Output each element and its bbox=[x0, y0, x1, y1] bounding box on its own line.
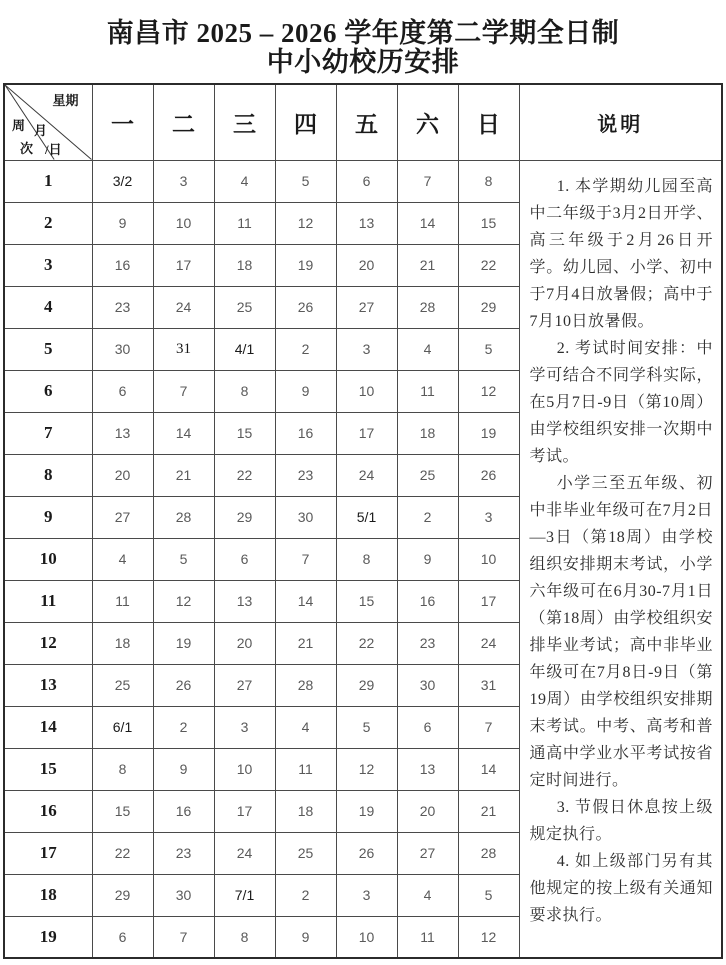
note-paragraph: 2. 考试时间安排：中学可结合不同学科实际，在5月7日-9日（第10周）由学校组织安排一次期中考试。 bbox=[529, 339, 713, 465]
date-cell: 5/1 bbox=[336, 496, 397, 538]
week-number-cell: 13 bbox=[4, 664, 92, 706]
date-cell: 9 bbox=[92, 202, 153, 244]
day-header-fri: 五 bbox=[336, 84, 397, 160]
date-cell: 11 bbox=[397, 370, 458, 412]
date-cell: 3 bbox=[336, 874, 397, 916]
date-cell: 28 bbox=[153, 496, 214, 538]
week-number-cell: 3 bbox=[4, 244, 92, 286]
date-cell: 18 bbox=[275, 790, 336, 832]
day-header-tue: 二 bbox=[153, 84, 214, 160]
date-cell: 15 bbox=[336, 580, 397, 622]
week-number-cell: 5 bbox=[4, 328, 92, 370]
date-cell: 20 bbox=[336, 244, 397, 286]
date-cell: 5 bbox=[336, 706, 397, 748]
date-cell: 16 bbox=[397, 580, 458, 622]
notes-header: 说明 bbox=[519, 84, 722, 160]
calendar-body bbox=[4, 160, 722, 958]
date-cell: 14 bbox=[458, 748, 519, 790]
date-cell: 31 bbox=[458, 664, 519, 706]
date-cell: 8 bbox=[214, 916, 275, 958]
date-cell: 29 bbox=[458, 286, 519, 328]
note-paragraph: 4. 如上级部门另有其他规定的按上级有关通知要求执行。 bbox=[529, 852, 713, 924]
date-cell: 29 bbox=[92, 874, 153, 916]
date-cell: 7 bbox=[458, 706, 519, 748]
date-cell: 25 bbox=[214, 286, 275, 328]
date-cell: 31 bbox=[153, 328, 214, 370]
date-cell: 23 bbox=[397, 622, 458, 664]
date-cell: 30 bbox=[275, 496, 336, 538]
corner-cell bbox=[4, 84, 92, 160]
week-number-cell: 15 bbox=[4, 748, 92, 790]
date-cell: 7/1 bbox=[214, 874, 275, 916]
date-cell: 4/1 bbox=[214, 328, 275, 370]
day-header-wed: 三 bbox=[214, 84, 275, 160]
date-cell: 3/2 bbox=[92, 160, 153, 202]
date-cell: 7 bbox=[275, 538, 336, 580]
date-cell: 17 bbox=[214, 790, 275, 832]
date-cell: 12 bbox=[275, 202, 336, 244]
week-number-cell: 7 bbox=[4, 412, 92, 454]
day-header-mon: 一 bbox=[92, 84, 153, 160]
date-cell: 5 bbox=[275, 160, 336, 202]
date-cell: 7 bbox=[397, 160, 458, 202]
date-cell: 2 bbox=[275, 874, 336, 916]
corner-label-weekday: 星期 bbox=[52, 93, 79, 108]
date-cell: 11 bbox=[397, 916, 458, 958]
date-cell: 16 bbox=[275, 412, 336, 454]
date-cell: 3 bbox=[458, 496, 519, 538]
day-header-sun: 日 bbox=[458, 84, 519, 160]
date-cell: 6 bbox=[336, 160, 397, 202]
date-cell: 17 bbox=[458, 580, 519, 622]
week-number-cell: 6 bbox=[4, 370, 92, 412]
date-cell: 13 bbox=[214, 580, 275, 622]
date-cell: 26 bbox=[336, 832, 397, 874]
date-cell: 19 bbox=[458, 412, 519, 454]
date-cell: 23 bbox=[92, 286, 153, 328]
date-cell: 27 bbox=[92, 496, 153, 538]
date-cell: 22 bbox=[92, 832, 153, 874]
date-cell: 18 bbox=[214, 244, 275, 286]
date-cell: 18 bbox=[92, 622, 153, 664]
date-cell: 11 bbox=[214, 202, 275, 244]
date-cell: 5 bbox=[153, 538, 214, 580]
date-cell: 19 bbox=[153, 622, 214, 664]
date-cell: 19 bbox=[336, 790, 397, 832]
week-number-cell: 19 bbox=[4, 916, 92, 958]
date-cell: 22 bbox=[214, 454, 275, 496]
calendar-header-row bbox=[4, 84, 722, 160]
corner-label-order: 次 bbox=[20, 141, 34, 156]
note-paragraph: 3. 节假日休息按上级规定执行。 bbox=[529, 798, 713, 843]
date-cell: 10 bbox=[214, 748, 275, 790]
date-cell: 26 bbox=[275, 286, 336, 328]
date-cell: 25 bbox=[397, 454, 458, 496]
day-header-sat: 六 bbox=[397, 84, 458, 160]
week-number-cell: 18 bbox=[4, 874, 92, 916]
date-cell: 7 bbox=[153, 370, 214, 412]
date-cell: 24 bbox=[153, 286, 214, 328]
date-cell: 5 bbox=[458, 874, 519, 916]
date-cell: 27 bbox=[214, 664, 275, 706]
date-cell: 6 bbox=[214, 538, 275, 580]
note-paragraph: 1. 本学期幼儿园至高中二年级于3月2日开学、高三年级于2月26日开学。幼儿园、小学、初中于7月4日放暑假；高中于7月10日放暑假。 bbox=[529, 177, 713, 330]
date-cell: 6/1 bbox=[92, 706, 153, 748]
note-paragraph: 小学三至五年级、初中非毕业年级可在7月2日—3日（第18周）由学校组织安排期末考试，小学六年级可在6月30-7月1日（第18周）由学校组织安排毕业考试；高中非毕业年级可在7月8日-9日（第19周）由学校组织安排期末考试。中考、高考和普通高中学业水平考试按省定时间进行。 bbox=[529, 474, 713, 789]
date-cell: 4 bbox=[214, 160, 275, 202]
date-cell: 10 bbox=[336, 916, 397, 958]
week-row bbox=[4, 160, 722, 202]
date-cell: 14 bbox=[275, 580, 336, 622]
week-number-cell: 14 bbox=[4, 706, 92, 748]
date-cell: 2 bbox=[275, 328, 336, 370]
date-cell: 7 bbox=[153, 916, 214, 958]
date-cell: 9 bbox=[275, 916, 336, 958]
week-number-cell: 8 bbox=[4, 454, 92, 496]
week-number-cell: 2 bbox=[4, 202, 92, 244]
week-number-cell: 17 bbox=[4, 832, 92, 874]
date-cell: 8 bbox=[92, 748, 153, 790]
date-cell: 4 bbox=[92, 538, 153, 580]
date-cell: 14 bbox=[397, 202, 458, 244]
corner-label-week: 周 bbox=[12, 118, 26, 133]
date-cell: 21 bbox=[397, 244, 458, 286]
page-title-line-1: 南昌市 2025 – 2026 学年度第二学期全日制 bbox=[106, 18, 620, 48]
date-cell: 18 bbox=[397, 412, 458, 454]
date-cell: 28 bbox=[397, 286, 458, 328]
date-cell: 9 bbox=[153, 748, 214, 790]
date-cell: 11 bbox=[92, 580, 153, 622]
date-cell: 3 bbox=[153, 160, 214, 202]
date-cell: 30 bbox=[153, 874, 214, 916]
date-cell: 20 bbox=[397, 790, 458, 832]
date-cell: 24 bbox=[214, 832, 275, 874]
date-cell: 26 bbox=[153, 664, 214, 706]
date-cell: 27 bbox=[397, 832, 458, 874]
date-cell: 21 bbox=[458, 790, 519, 832]
date-cell: 13 bbox=[336, 202, 397, 244]
date-cell: 2 bbox=[153, 706, 214, 748]
date-cell: 29 bbox=[336, 664, 397, 706]
date-cell: 4 bbox=[275, 706, 336, 748]
date-cell: 12 bbox=[458, 370, 519, 412]
page-title-line-2: 中小幼校历安排 bbox=[266, 47, 460, 77]
date-cell: 6 bbox=[92, 916, 153, 958]
date-cell: 3 bbox=[214, 706, 275, 748]
date-cell: 17 bbox=[336, 412, 397, 454]
date-cell: 25 bbox=[92, 664, 153, 706]
date-cell: 29 bbox=[214, 496, 275, 538]
date-cell: 10 bbox=[458, 538, 519, 580]
date-cell: 19 bbox=[275, 244, 336, 286]
week-number-cell: 16 bbox=[4, 790, 92, 832]
date-cell: 14 bbox=[153, 412, 214, 454]
date-cell: 20 bbox=[92, 454, 153, 496]
date-cell: 22 bbox=[458, 244, 519, 286]
date-cell: 24 bbox=[458, 622, 519, 664]
date-cell: 23 bbox=[275, 454, 336, 496]
week-number-cell: 10 bbox=[4, 538, 92, 580]
date-cell: 13 bbox=[397, 748, 458, 790]
date-cell: 24 bbox=[336, 454, 397, 496]
week-number-cell: 9 bbox=[4, 496, 92, 538]
week-number-cell: 1 bbox=[4, 160, 92, 202]
date-cell: 4 bbox=[397, 874, 458, 916]
date-cell: 30 bbox=[397, 664, 458, 706]
date-cell: 2 bbox=[397, 496, 458, 538]
date-cell: 9 bbox=[397, 538, 458, 580]
date-cell: 5 bbox=[458, 328, 519, 370]
date-cell: 12 bbox=[153, 580, 214, 622]
day-header-thu: 四 bbox=[275, 84, 336, 160]
date-cell: 10 bbox=[336, 370, 397, 412]
date-cell: 8 bbox=[336, 538, 397, 580]
week-number-cell: 4 bbox=[4, 286, 92, 328]
date-cell: 21 bbox=[275, 622, 336, 664]
calendar-table bbox=[3, 83, 723, 959]
date-cell: 23 bbox=[153, 832, 214, 874]
date-cell: 12 bbox=[336, 748, 397, 790]
date-cell: 4 bbox=[397, 328, 458, 370]
date-cell: 27 bbox=[336, 286, 397, 328]
week-number-cell: 12 bbox=[4, 622, 92, 664]
date-cell: 9 bbox=[275, 370, 336, 412]
page-title bbox=[0, 19, 726, 77]
date-cell: 20 bbox=[214, 622, 275, 664]
date-cell: 30 bbox=[92, 328, 153, 370]
date-cell: 13 bbox=[92, 412, 153, 454]
date-cell: 12 bbox=[458, 916, 519, 958]
date-cell: 15 bbox=[214, 412, 275, 454]
date-cell: 8 bbox=[214, 370, 275, 412]
date-cell: 16 bbox=[92, 244, 153, 286]
date-cell: 3 bbox=[336, 328, 397, 370]
date-cell: 22 bbox=[336, 622, 397, 664]
date-cell: 21 bbox=[153, 454, 214, 496]
date-cell: 26 bbox=[458, 454, 519, 496]
date-cell: 17 bbox=[153, 244, 214, 286]
date-cell: 16 bbox=[153, 790, 214, 832]
date-cell: 11 bbox=[275, 748, 336, 790]
date-cell: 15 bbox=[92, 790, 153, 832]
date-cell: 28 bbox=[458, 832, 519, 874]
corner-label-month: 月 bbox=[34, 123, 48, 138]
date-cell: 28 bbox=[275, 664, 336, 706]
date-cell: 15 bbox=[458, 202, 519, 244]
corner-label-day: /日 bbox=[45, 142, 62, 157]
date-cell: 25 bbox=[275, 832, 336, 874]
date-cell: 8 bbox=[458, 160, 519, 202]
notes-cell bbox=[519, 160, 722, 958]
date-cell: 6 bbox=[397, 706, 458, 748]
week-number-cell: 11 bbox=[4, 580, 92, 622]
date-cell: 6 bbox=[92, 370, 153, 412]
date-cell: 10 bbox=[153, 202, 214, 244]
